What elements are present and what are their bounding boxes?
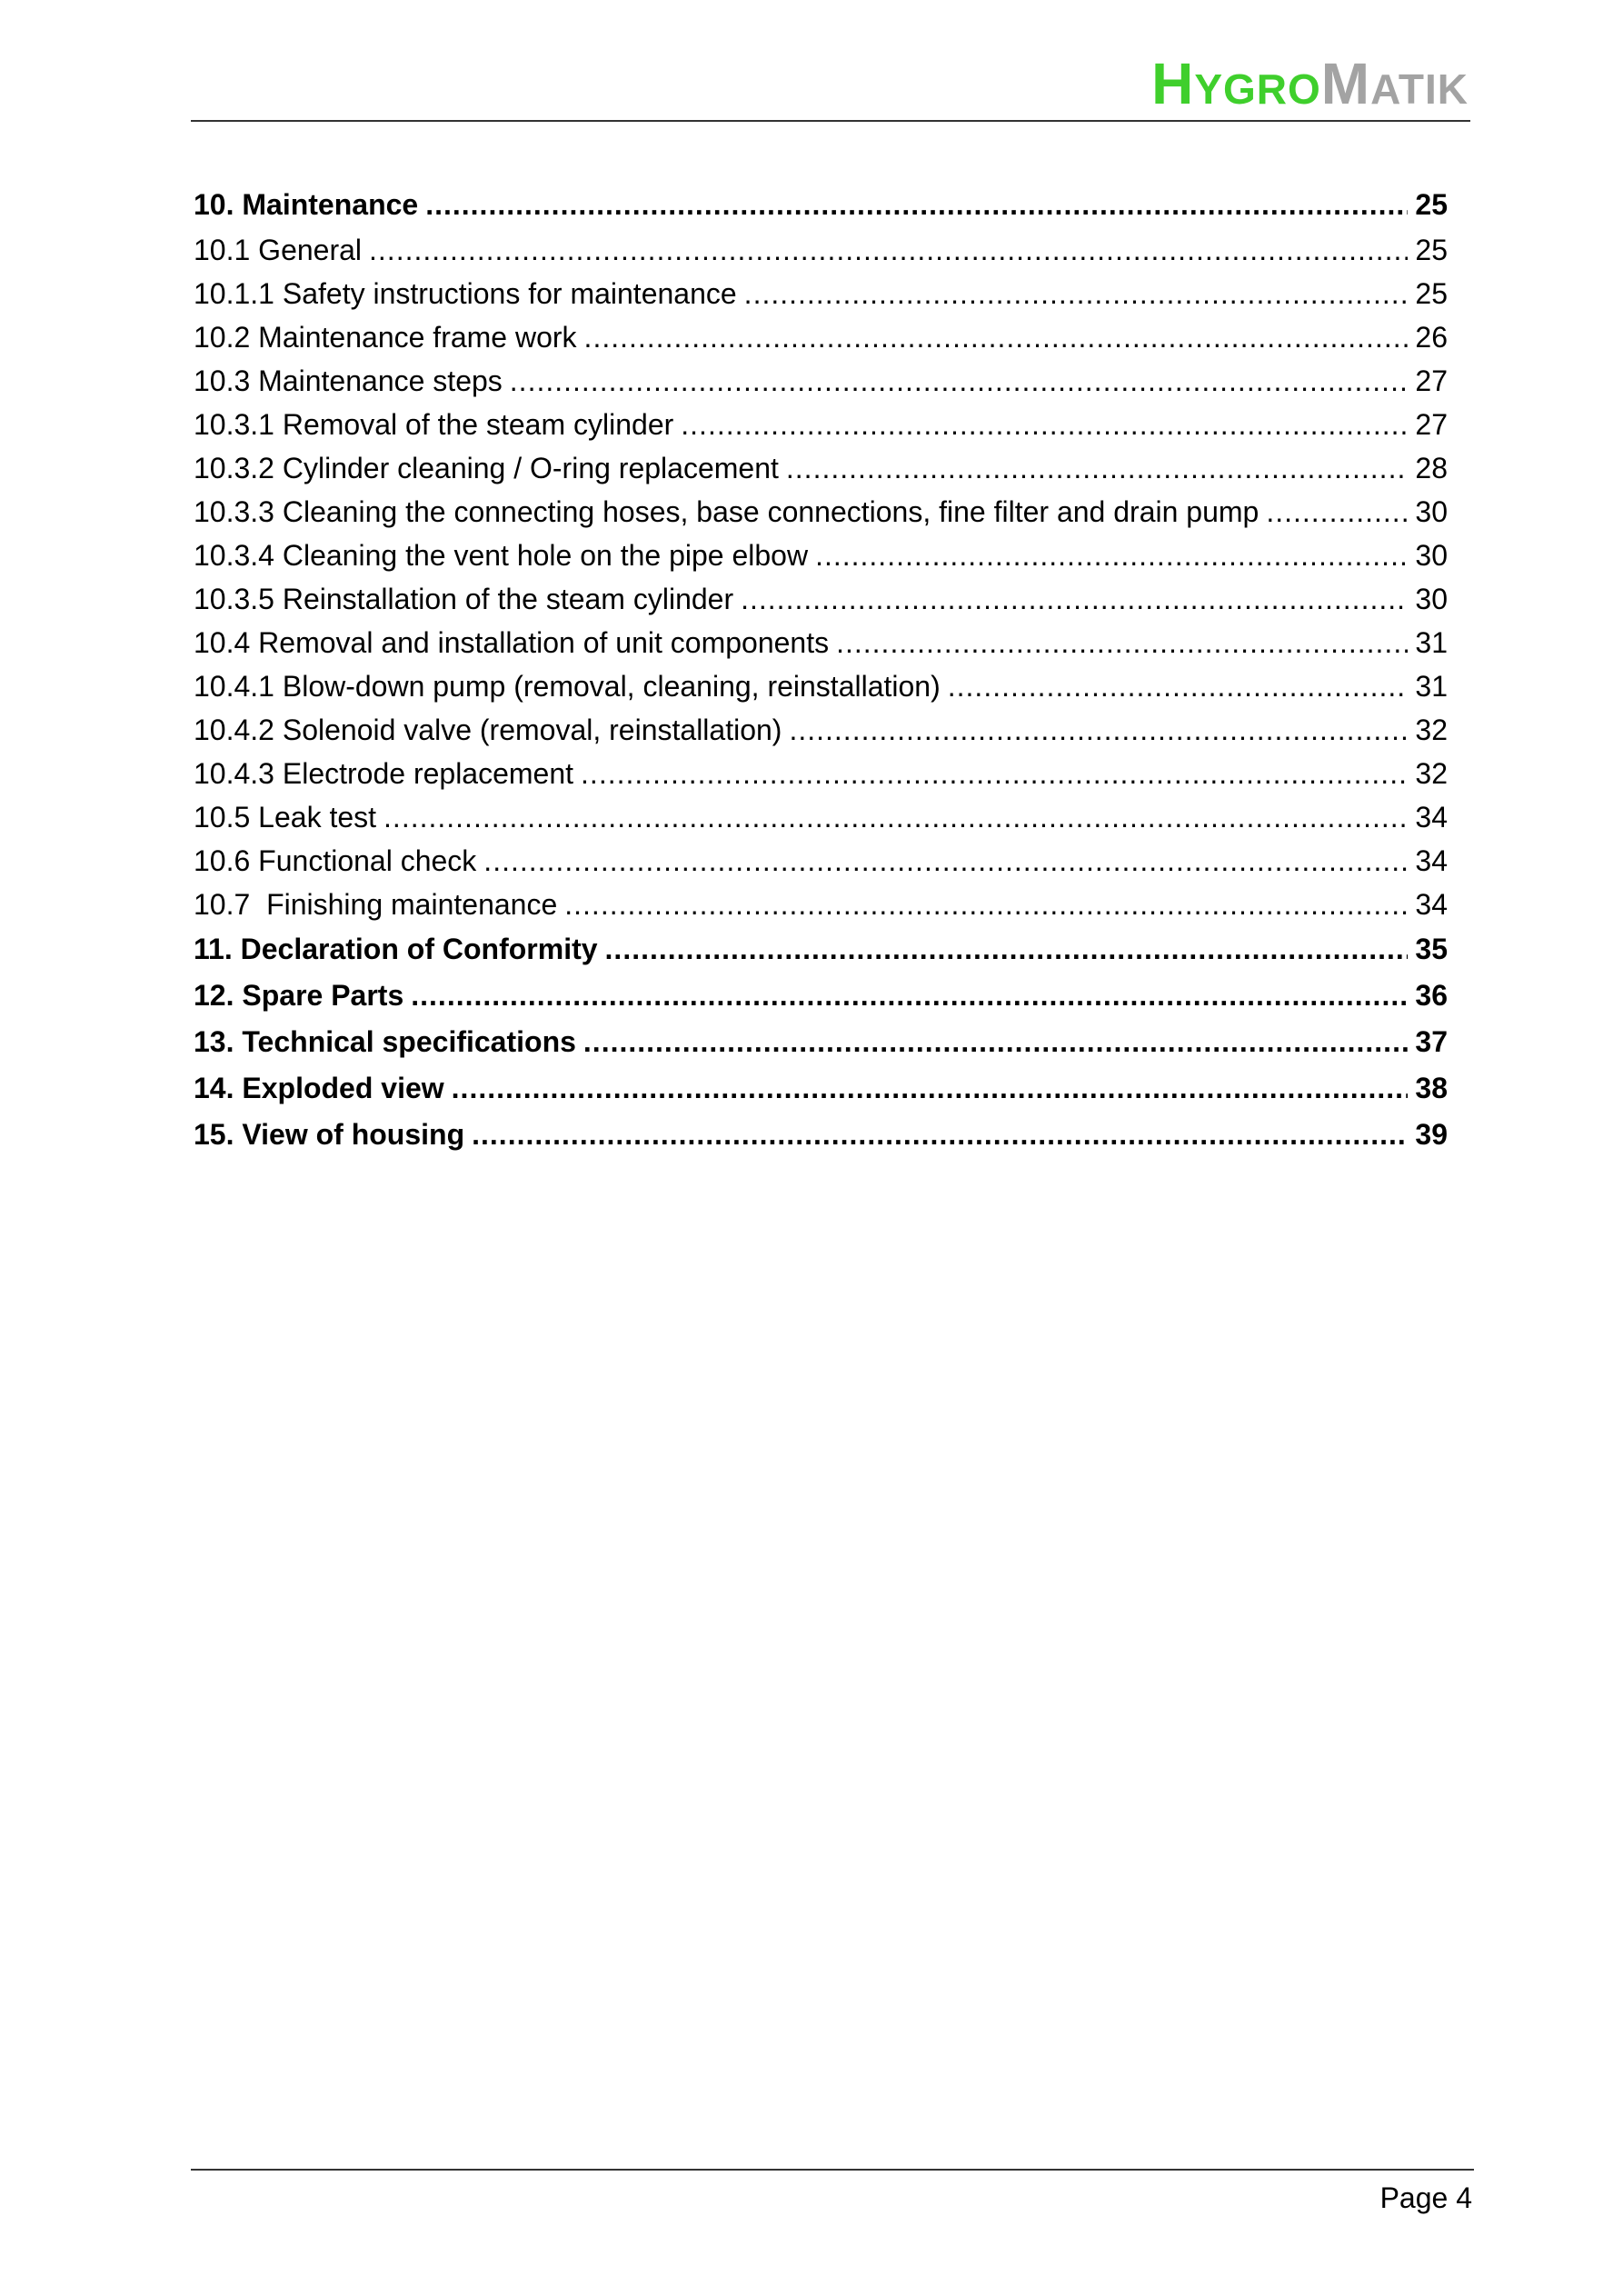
toc-entry-label: 14. Exploded view [194, 1072, 444, 1104]
toc-entry[interactable] [194, 1112, 1448, 1158]
toc-entry-label: 10.2 Maintenance frame work [194, 321, 577, 354]
toc-entry-label: 13. Technical specifications [194, 1025, 576, 1058]
toc-dot-leader [744, 272, 1409, 315]
toc-entry-page: 34 [1415, 888, 1448, 921]
toc-entry-page: 36 [1415, 979, 1448, 1012]
toc-entry-page: 31 [1415, 626, 1448, 659]
toc-dot-leader [581, 752, 1408, 795]
logo-letter-h: H [1151, 51, 1195, 116]
toc-entry[interactable] [194, 1065, 1448, 1112]
toc-dot-leader [786, 446, 1409, 490]
header-divider [191, 120, 1470, 122]
toc-entry-label: 10.6 Functional check [194, 844, 477, 877]
toc-entry[interactable] [194, 926, 1448, 973]
toc-entry-page: 30 [1415, 583, 1448, 615]
toc-entry-label: 10.7 Finishing maintenance [194, 888, 558, 921]
toc-entry-label: 10.4.2 Solenoid valve (removal, reinstallation) [194, 714, 782, 746]
toc-dot-leader [483, 839, 1408, 883]
toc-entry[interactable] [194, 839, 1448, 883]
toc-entry[interactable] [194, 272, 1448, 315]
toc-dot-leader [948, 664, 1409, 708]
toc-entry-page: 34 [1415, 801, 1448, 834]
toc-entry[interactable] [194, 534, 1448, 577]
toc-dot-leader [584, 315, 1409, 359]
toc-entry-label: 10.5 Leak test [194, 801, 377, 834]
toc-entry[interactable] [194, 446, 1448, 490]
toc-dot-leader [510, 359, 1409, 403]
toc-entry[interactable] [194, 315, 1448, 359]
toc-entry-label: 10.3.4 Cleaning the vent hole on the pipe elbow [194, 539, 809, 572]
toc-dot-leader [369, 228, 1408, 272]
toc-dot-leader [383, 795, 1408, 839]
toc-entry-page: 31 [1415, 670, 1448, 703]
toc-entry-page: 25 [1415, 234, 1448, 266]
toc-dot-leader [815, 534, 1408, 577]
toc-entry-label: 11. Declaration of Conformity [194, 933, 598, 965]
toc-dot-leader [425, 182, 1408, 228]
toc-entry-label: 10.1.1 Safety instructions for maintenance [194, 277, 737, 310]
table-of-contents [194, 182, 1448, 1158]
toc-entry-label: 10.1 General [194, 234, 363, 266]
toc-entry[interactable] [194, 1019, 1448, 1065]
toc-entry[interactable] [194, 359, 1448, 403]
logo-letter-m: M [1320, 51, 1371, 116]
toc-entry-page: 27 [1415, 364, 1448, 397]
toc-entry-page: 39 [1415, 1118, 1448, 1151]
toc-entry-label: 10.3.2 Cylinder cleaning / O-ring replacement [194, 452, 779, 484]
toc-dot-leader [411, 973, 1408, 1019]
toc-entry[interactable] [194, 403, 1448, 446]
toc-entry-page: 27 [1415, 408, 1448, 441]
toc-entry[interactable] [194, 621, 1448, 664]
toc-entry-page: 26 [1415, 321, 1448, 354]
toc-dot-leader [583, 1019, 1409, 1065]
toc-entry-page: 37 [1415, 1025, 1448, 1058]
toc-entry[interactable] [194, 883, 1448, 926]
toc-entry[interactable] [194, 708, 1448, 752]
toc-dot-leader [789, 708, 1408, 752]
logo-letters-atik: ATIK [1370, 65, 1469, 113]
toc-dot-leader [605, 926, 1409, 973]
toc-entry[interactable] [194, 182, 1448, 228]
toc-entry[interactable] [194, 577, 1448, 621]
toc-entry-page: 25 [1415, 277, 1448, 310]
logo-letters-ygro: YGRO [1194, 65, 1321, 113]
toc-entry-label: 10.4.1 Blow-down pump (removal, cleaning, reinstallation) [194, 670, 941, 703]
toc-dot-leader [741, 577, 1408, 621]
toc-entry[interactable] [194, 973, 1448, 1019]
toc-dot-leader [472, 1112, 1408, 1158]
toc-entry-label: 10.4 Removal and installation of unit components [194, 626, 830, 659]
toc-entry[interactable] [194, 228, 1448, 272]
toc-dot-leader [836, 621, 1408, 664]
toc-entry-label: 10.3.3 Cleaning the connecting hoses, base connections, fine filter and drain pump [194, 495, 1260, 528]
toc-entry-page: 25 [1415, 188, 1448, 221]
toc-entry-label: 10.3.5 Reinstallation of the steam cylinder [194, 583, 734, 615]
toc-entry-label: 10.3.1 Removal of the steam cylinder [194, 408, 674, 441]
toc-entry-label: 15. View of housing [194, 1118, 465, 1151]
toc-entry-label: 10.4.3 Electrode replacement [194, 757, 574, 790]
toc-entry-label: 12. Spare Parts [194, 979, 404, 1012]
toc-entry-label: 10.3 Maintenance steps [194, 364, 503, 397]
toc-dot-leader [452, 1065, 1409, 1112]
toc-entry-page: 38 [1415, 1072, 1448, 1104]
toc-entry[interactable] [194, 752, 1448, 795]
toc-dot-leader [564, 883, 1408, 926]
toc-entry[interactable] [194, 795, 1448, 839]
toc-entry-label: 10. Maintenance [194, 188, 419, 221]
toc-entry-page: 34 [1415, 844, 1448, 877]
toc-entry-page: 32 [1415, 714, 1448, 746]
toc-entry-page: 35 [1415, 933, 1448, 965]
page-number: Page 4 [1379, 2181, 1472, 2214]
footer-divider [191, 2169, 1474, 2171]
toc-dot-leader [1266, 490, 1408, 534]
toc-entry[interactable] [194, 664, 1448, 708]
toc-entry-page: 30 [1415, 539, 1448, 572]
toc-dot-leader [681, 403, 1408, 446]
toc-entry-page: 32 [1415, 757, 1448, 790]
toc-entry-page: 28 [1415, 452, 1448, 484]
toc-entry-page: 30 [1415, 495, 1448, 528]
toc-entry[interactable] [194, 490, 1448, 534]
hygromatik-logo [1151, 51, 1469, 116]
